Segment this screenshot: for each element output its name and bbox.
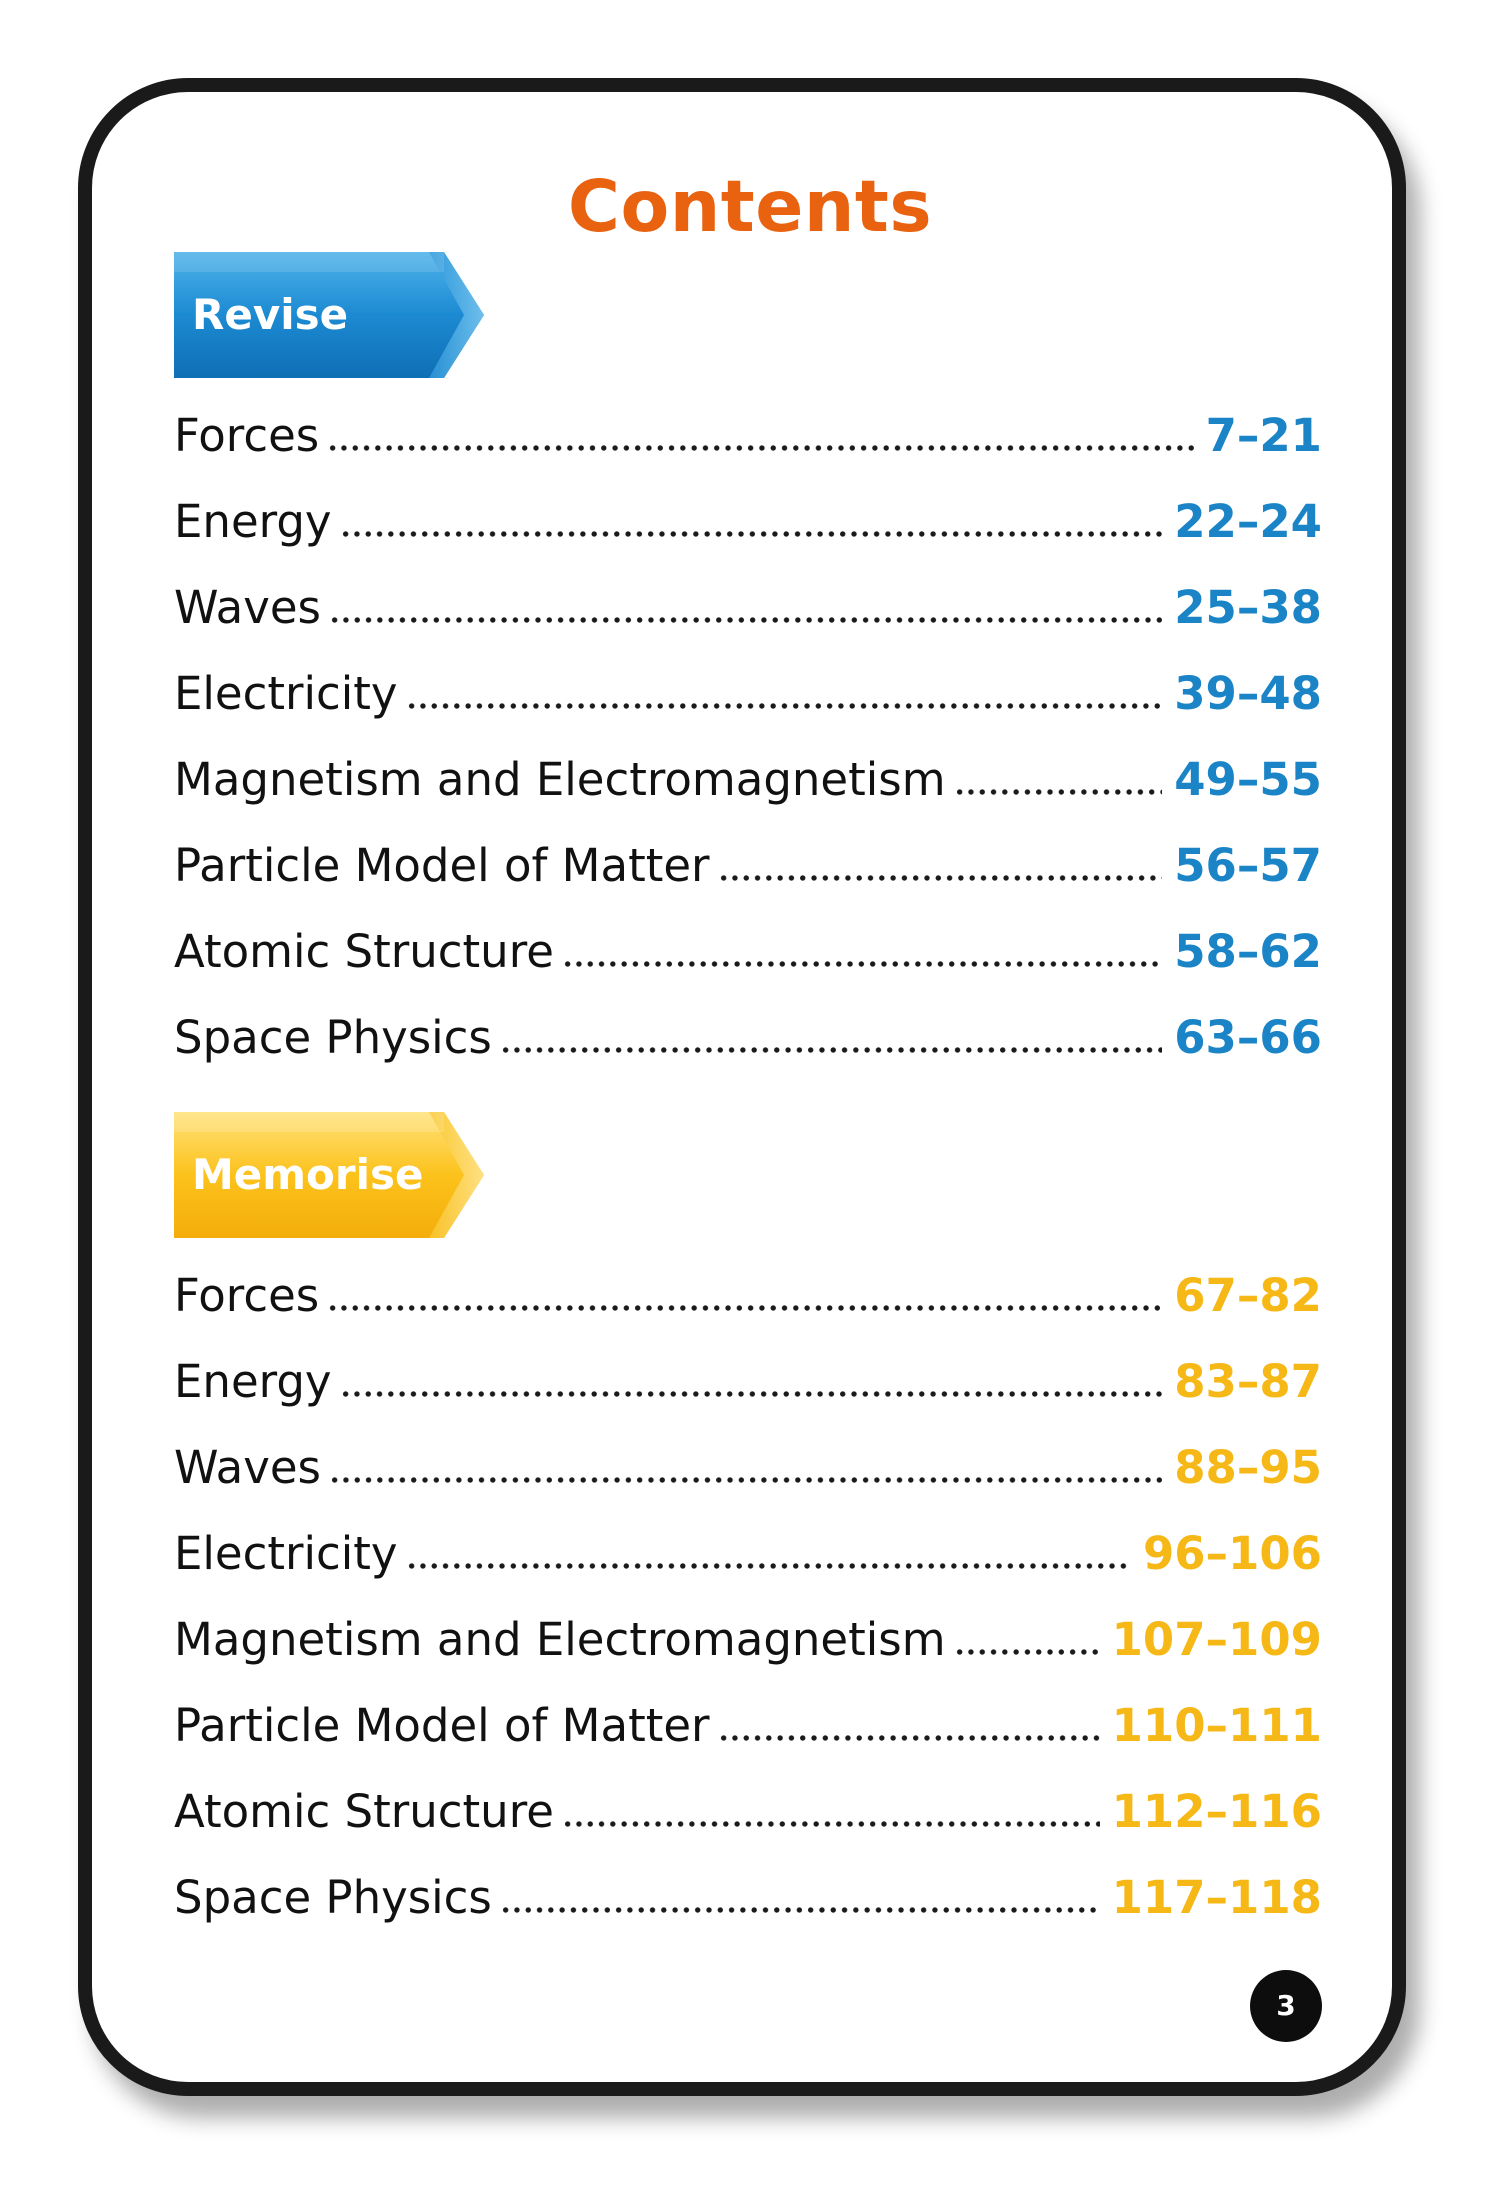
revise-list: [174, 392, 1322, 1080]
dot-leader: [500, 1045, 1162, 1055]
topic-label: Magnetism and Electromagnetism: [174, 752, 946, 806]
dot-leader: [340, 529, 1163, 539]
list-item[interactable]: [174, 822, 1322, 908]
dot-leader: [500, 1905, 1100, 1915]
topic-label: Space Physics: [174, 1010, 492, 1064]
topic-label: Electricity: [174, 666, 398, 720]
revise-tag: [174, 252, 484, 378]
dot-leader: [562, 1819, 1100, 1829]
page-range: 63–66: [1174, 1010, 1322, 1064]
dot-leader: [562, 959, 1162, 969]
list-item[interactable]: [174, 1424, 1322, 1510]
page-range: 83–87: [1174, 1354, 1322, 1408]
dot-leader: [954, 787, 1163, 797]
page-range: 67–82: [1174, 1268, 1322, 1322]
dot-leader: [329, 615, 1162, 625]
dot-leader: [406, 701, 1163, 711]
page-range: 7–21: [1205, 408, 1322, 462]
topic-label: Atomic Structure: [174, 1784, 554, 1838]
memorise-tag: [174, 1112, 484, 1238]
page-range: 39–48: [1174, 666, 1322, 720]
dot-leader: [718, 1733, 1100, 1743]
list-item[interactable]: [174, 478, 1322, 564]
dot-leader: [327, 443, 1193, 453]
list-item[interactable]: [174, 564, 1322, 650]
revise-section: [174, 252, 1322, 1064]
topic-label: Particle Model of Matter: [174, 838, 710, 892]
topic-label: Energy: [174, 494, 332, 548]
list-item[interactable]: [174, 1338, 1322, 1424]
list-item[interactable]: [174, 736, 1322, 822]
topic-label: Magnetism and Electromagnetism: [174, 1612, 946, 1666]
page-range: 22–24: [1174, 494, 1322, 548]
list-item[interactable]: [174, 1596, 1322, 1682]
memorise-label: Memorise: [192, 1150, 424, 1199]
topic-label: Electricity: [174, 1526, 398, 1580]
page-number-badge: 3: [1250, 1970, 1322, 2042]
revise-label: Revise: [192, 290, 349, 339]
page-range: 49–55: [1174, 752, 1322, 806]
page-range: 107–109: [1111, 1612, 1322, 1666]
memorise-list: [174, 1252, 1322, 1940]
dot-leader: [329, 1475, 1162, 1485]
page-range: 96–106: [1142, 1526, 1322, 1580]
list-item[interactable]: [174, 1252, 1322, 1338]
dot-leader: [327, 1303, 1162, 1313]
page-range: 110–111: [1111, 1698, 1322, 1752]
memorise-section: [174, 1112, 1322, 1924]
topic-label: Forces: [174, 408, 320, 462]
dot-leader: [718, 873, 1163, 883]
page-range: 112–116: [1111, 1784, 1322, 1838]
topic-label: Waves: [174, 580, 321, 634]
topic-label: Space Physics: [174, 1870, 492, 1924]
page-range: 58–62: [1174, 924, 1322, 978]
dot-leader: [406, 1561, 1131, 1571]
list-item[interactable]: [174, 1510, 1322, 1596]
list-item[interactable]: [174, 908, 1322, 994]
page-title: Contents: [567, 165, 933, 248]
list-item[interactable]: [174, 1768, 1322, 1854]
topic-label: Forces: [174, 1268, 320, 1322]
list-item[interactable]: [174, 994, 1322, 1080]
page-range: 88–95: [1174, 1440, 1322, 1494]
topic-label: Waves: [174, 1440, 321, 1494]
page-range: 56–57: [1174, 838, 1322, 892]
dot-leader: [340, 1389, 1163, 1399]
page-range: 25–38: [1174, 580, 1322, 634]
list-item[interactable]: [174, 1854, 1322, 1940]
topic-label: Particle Model of Matter: [174, 1698, 710, 1752]
page-range: 117–118: [1111, 1870, 1322, 1924]
topic-label: Atomic Structure: [174, 924, 554, 978]
list-item[interactable]: [174, 392, 1322, 478]
dot-leader: [954, 1647, 1100, 1657]
list-item[interactable]: [174, 1682, 1322, 1768]
topic-label: Energy: [174, 1354, 332, 1408]
list-item[interactable]: [174, 650, 1322, 736]
